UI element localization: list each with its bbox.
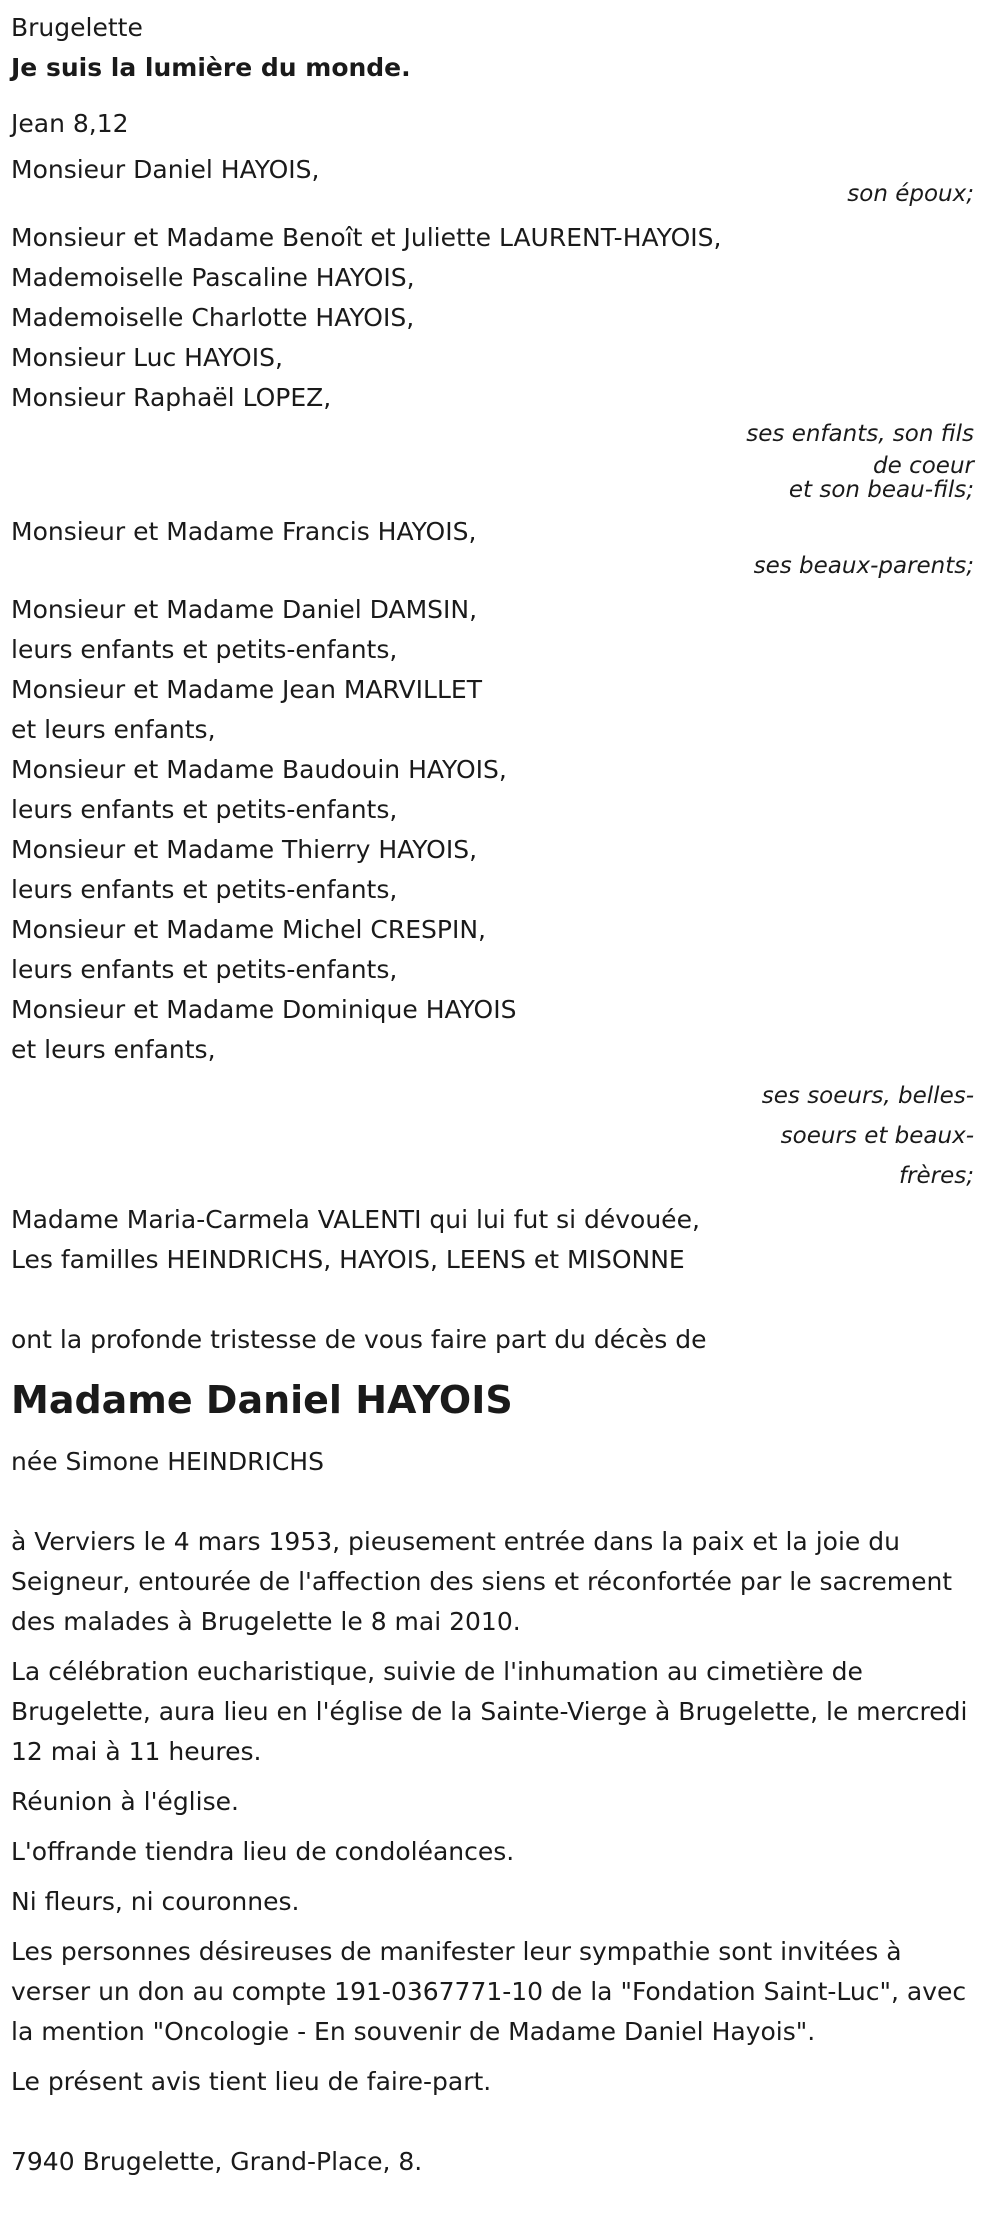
paragraph: Les personnes désireuses de manifester leur sympathie sont invitées à verser un don au compte 191-0367771-10 de la "Fondation Saint-Luc", avec la mention "Oncologie - En souvenir de Madame Daniel Hayois".: [11, 1937, 967, 2046]
other-line: Les familles HEINDRICHS, HAYOIS, LEENS et MISONNE: [11, 1245, 685, 1274]
child-name: Mademoiselle Pascaline HAYOIS,: [11, 263, 415, 292]
spouse-relation: son époux;: [847, 181, 974, 207]
paragraph: La célébration eucharistique, suivie de l'inhumation au cimetière de Brugelette, aura lieu en l'église de la Sainte-Vierge à Brugelette, le mercredi 12 mai à 11 heures.: [11, 1657, 968, 1766]
relation-line: soeurs et beaux-: [780, 1123, 974, 1149]
deceased-name: Madame Daniel HAYOIS: [11, 1378, 513, 1422]
details-block: [11, 1522, 971, 2102]
paragraph: Ni fleurs, ni couronnes.: [11, 1887, 300, 1916]
child-name: Monsieur Luc HAYOIS,: [11, 343, 283, 372]
sibling-line: Monsieur et Madame Michel CRESPIN,: [11, 915, 486, 944]
sibling-line: Monsieur et Madame Daniel DAMSIN,: [11, 595, 478, 624]
sibling-line: et leurs enfants,: [11, 715, 216, 744]
place-name: Brugelette: [11, 13, 143, 42]
in-laws-name: Monsieur et Madame Francis HAYOIS,: [11, 517, 477, 546]
sibling-line: Monsieur et Madame Baudouin HAYOIS,: [11, 755, 507, 784]
relation-line: de coeur: [873, 453, 974, 479]
in-laws-relation: ses beaux-parents;: [753, 553, 974, 579]
children-block: [11, 218, 988, 418]
children-relation: [11, 414, 988, 502]
announcement-text: ont la profonde tristesse de vous faire part du décès de: [11, 1325, 707, 1354]
sibling-line: Monsieur et Madame Thierry HAYOIS,: [11, 835, 478, 864]
relation-line: ses enfants, son fils: [746, 421, 974, 447]
siblings-relation: [11, 1076, 988, 1196]
sibling-line: Monsieur et Madame Dominique HAYOIS: [11, 995, 517, 1024]
paragraph: à Verviers le 4 mars 1953, pieusement entrée dans la paix et la joie du Seigneur, entourée de l'affection des siens et réconfortée par le sacrement des malades à Brugelette le 8 mai 2010.: [11, 1527, 953, 1636]
siblings-block: [11, 590, 988, 1070]
maiden-name: née Simone HEINDRICHS: [11, 1447, 324, 1476]
sibling-line: Monsieur et Madame Jean MARVILLET: [11, 675, 482, 704]
paragraph: L'offrande tiendra lieu de condoléances.: [11, 1837, 515, 1866]
sibling-line: et leurs enfants,: [11, 1035, 216, 1064]
sibling-line: leurs enfants et petits-enfants,: [11, 875, 398, 904]
relation-line: et son beau-fils;: [788, 477, 974, 503]
spouse-name: Monsieur Daniel HAYOIS,: [11, 155, 320, 184]
paragraph: Le présent avis tient lieu de faire-part.: [11, 2067, 492, 2096]
child-name: Mademoiselle Charlotte HAYOIS,: [11, 303, 415, 332]
others-block: [11, 1200, 988, 1280]
sibling-line: leurs enfants et petits-enfants,: [11, 795, 398, 824]
relation-line: ses soeurs, belles-: [761, 1083, 974, 1109]
bible-verse: Je suis la lumière du monde.: [11, 53, 411, 82]
sibling-line: leurs enfants et petits-enfants,: [11, 635, 398, 664]
address: 7940 Brugelette, Grand-Place, 8.: [11, 2147, 423, 2176]
relation-line: frères;: [898, 1163, 974, 1189]
child-name: Monsieur et Madame Benoît et Juliette LAURENT-HAYOIS,: [11, 223, 722, 252]
child-name: Monsieur Raphaël LOPEZ,: [11, 383, 332, 412]
paragraph: Réunion à l'église.: [11, 1787, 239, 1816]
other-line: Madame Maria-Carmela VALENTI qui lui fut si dévouée,: [11, 1205, 700, 1234]
verse-reference: Jean 8,12: [11, 109, 129, 138]
sibling-line: leurs enfants et petits-enfants,: [11, 955, 398, 984]
